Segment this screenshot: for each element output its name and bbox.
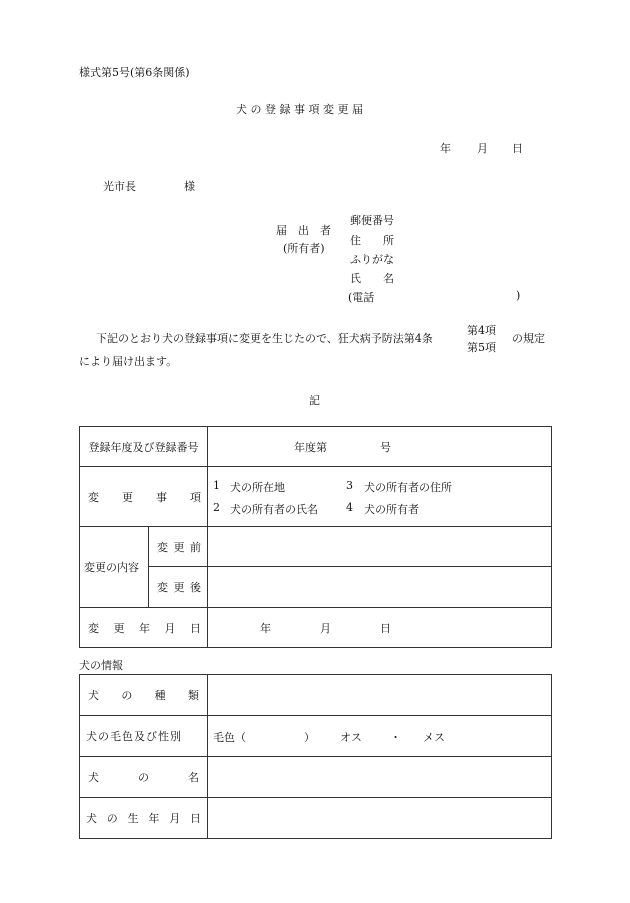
change-date-label-cell <box>80 608 208 648</box>
label-char: 年 <box>148 812 160 825</box>
form-id: 様式第5号(第6条関係) <box>79 66 190 79</box>
applicant-sublabel: (所有者) <box>283 242 325 255</box>
label-char: の <box>121 689 133 702</box>
dog-name-label-cell <box>80 757 208 798</box>
body-paragraph-b: 第5項 <box>467 341 496 354</box>
content-label-cell <box>80 527 149 608</box>
ki-heading: 記 <box>309 394 320 407</box>
field-phone-close: ) <box>516 289 521 302</box>
field-furigana: ふりがな <box>350 253 394 266</box>
content-label: 変更の内容 <box>84 561 139 574</box>
color-sex-label: 犬の毛色及び性別 <box>86 730 182 743</box>
page-title: 犬 の 登 録 事 項 変 更 届 <box>236 103 363 116</box>
after-value-cell <box>208 567 552 608</box>
color-sex-value-cell <box>208 716 552 757</box>
label-char: 犬 <box>88 771 99 784</box>
label-char: 月 <box>169 812 181 825</box>
change-item-label-cell <box>80 467 208 527</box>
label-char: 事 <box>156 490 167 504</box>
label-char: 月 <box>164 621 176 635</box>
option-num: 2 <box>213 501 220 514</box>
addressee-mayor: 光市長 <box>103 180 136 193</box>
option-num: 4 <box>346 501 353 514</box>
field-name: 氏 名 <box>350 272 394 285</box>
label-char: 名 <box>188 771 199 784</box>
color-sex-label-cell <box>80 716 208 757</box>
label-char: 更 <box>173 540 185 554</box>
change-date-day: 日 <box>380 622 391 635</box>
after-label <box>157 579 201 595</box>
reg-label-cell <box>80 427 208 467</box>
label-char: 後 <box>190 581 201 594</box>
registration-table <box>79 426 552 648</box>
label-char: 犬 <box>88 689 99 702</box>
breed-label-cell <box>80 675 208 716</box>
label-char: 変 <box>88 490 99 504</box>
change-item-label <box>88 489 201 505</box>
reg-label: 登録年度及び登録番号 <box>88 440 199 454</box>
reg-no: 号 <box>380 441 391 454</box>
separator-dot: ・ <box>390 731 401 744</box>
field-postal: 郵便番号 <box>350 214 394 227</box>
label-char: 更 <box>173 581 185 594</box>
reg-year: 年度第 <box>294 441 327 454</box>
label-char: 種 <box>154 689 166 702</box>
breed-label <box>88 687 199 703</box>
option-num: 3 <box>346 479 353 492</box>
addressee-honorific: 様 <box>184 180 195 193</box>
label-char: 変 <box>157 540 168 554</box>
change-date-month: 月 <box>320 622 331 635</box>
breed-value-cell <box>208 675 552 716</box>
label-char: の <box>106 812 118 825</box>
option-num: 1 <box>213 479 220 492</box>
label-char: 項 <box>190 490 201 504</box>
dog-name-value-cell <box>208 757 552 798</box>
label-char: 変 <box>157 581 168 594</box>
change-date-label <box>88 620 201 636</box>
birth-value-cell <box>208 798 552 839</box>
label-char: 生 <box>127 812 139 825</box>
dog-info-heading: 犬の情報 <box>79 659 123 672</box>
reg-value-cell <box>208 427 552 467</box>
label-char: 類 <box>187 689 199 702</box>
body-line2: により届け出ます。 <box>79 355 178 368</box>
body-line1-post: の規定 <box>512 332 545 345</box>
body-line1-pre: 下記のとおり犬の登録事項に変更を生じたので、狂犬病予防法第4条 <box>96 332 433 345</box>
change-date-year: 年 <box>260 622 271 635</box>
dog-name-label <box>88 769 199 785</box>
male-option: オス <box>340 731 362 744</box>
label-char: 犬 <box>86 812 97 825</box>
before-label-cell <box>149 527 208 567</box>
option-text: 犬の所有者の氏名 <box>230 503 318 516</box>
body-paragraph-a: 第4項 <box>467 324 496 337</box>
field-phone-open: (電話 <box>348 291 375 304</box>
label-char: 前 <box>190 540 201 554</box>
label-char: 年 <box>139 621 150 635</box>
dog-info-table <box>79 674 552 839</box>
label-char: 変 <box>88 621 99 635</box>
option-text: 犬の所有者 <box>364 503 419 516</box>
label-char: の <box>138 771 149 784</box>
birth-label-cell <box>80 798 208 839</box>
female-option: メス <box>423 731 445 744</box>
before-label <box>157 539 201 555</box>
applicant-label: 届 出 者 <box>276 224 331 237</box>
birth-label <box>86 810 201 826</box>
label-char: 更 <box>122 490 133 504</box>
label-char: 日 <box>190 621 201 635</box>
color-open: 毛色（ <box>213 731 246 744</box>
change-options-cell <box>208 467 552 527</box>
color-close: ） <box>304 731 315 744</box>
date-year: 年 <box>440 142 451 155</box>
field-address: 住 所 <box>350 234 394 247</box>
before-value-cell <box>208 527 552 567</box>
label-char: 更 <box>113 621 125 635</box>
date-month: 月 <box>477 142 488 155</box>
label-char: 日 <box>189 812 201 825</box>
option-text: 犬の所在地 <box>230 481 285 494</box>
option-text: 犬の所有者の住所 <box>364 481 452 494</box>
date-day: 日 <box>512 142 523 155</box>
after-label-cell <box>149 567 208 608</box>
change-date-value-cell <box>208 608 552 648</box>
